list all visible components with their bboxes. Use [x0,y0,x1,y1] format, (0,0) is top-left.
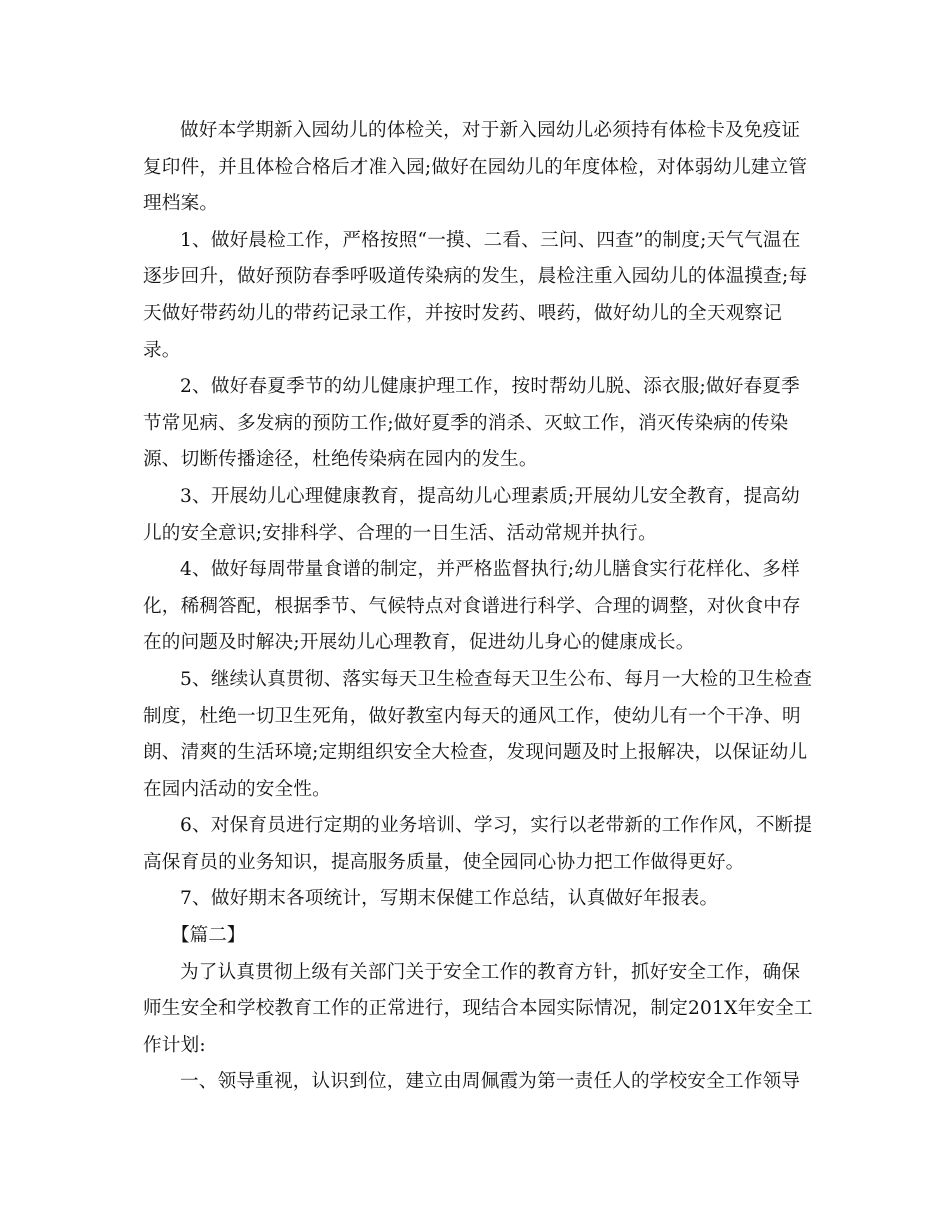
text-line: 一、领导重视，认识到位，建立由周佩霞为第一责任人的学校安全工作领导 [180,1071,801,1093]
text-line: 做好本学期新入园幼儿的体检关，对于新入园幼儿必须持有体检卡及免疫证 [180,120,801,141]
text-line: 在园内活动的安全性。 [143,778,331,800]
text-line: 5、继续认真贯彻、落实每天卫生检查每天卫生公布、每月一大检的卫生检查 [180,668,813,690]
paragraph-item-2 [143,369,805,479]
text-line: 天做好带药幼儿的带药记录工作，并按时发药、喂药，做好幼儿的全天观察记 [143,302,782,324]
text-line: 6、对保育员进行定期的业务培训、学习，实行以老带新的工作作风，不断提 [180,815,813,837]
paragraph-item-5 [143,662,813,808]
paragraph-freshman-health-check [143,113,808,223]
text-line: 4、做好每周带量食谱的制定，并严格监督执行;幼儿膳食实行花样化、多样 [180,559,800,581]
paragraph-item-1 [143,223,808,369]
text-line: 高保育员的业务知识，提高服务质量，使全园同心协力把工作做得更好。 [143,851,745,873]
text-line: 3、开展幼儿心理健康教育，提高幼儿心理素质;开展幼儿安全教育，提高幼 [180,485,800,507]
text-line: 源、切断传播途径，杜绝传染病在园内的发生。 [143,449,538,471]
text-line: 逐步回升，做好预防春季呼吸道传染病的发生，晨检注重入园幼儿的体温摸查;每 [143,266,808,288]
text-line: 作计划: [143,1034,206,1056]
paragraph-safety-item-1 [143,1064,805,1101]
paragraph-safety-plan-intro [143,955,813,1065]
text-line: 制度，杜绝一切卫生死角，做好教室内每天的通风工作，使幼儿有一个干净、明 [143,705,801,727]
text-line: 儿的安全意识;安排科学、合理的一日生活、活动常规并执行。 [143,522,657,544]
section-heading: 【篇二】 [171,925,246,947]
text-line: 在的问题及时解决;开展幼儿心理教育，促进幼儿身心的健康成长。 [143,632,695,654]
text-line: 师生安全和学校教育工作的正常进行，现结合本园实际情况，制定201X年安全工 [143,998,813,1020]
paragraph-item-6 [143,808,813,881]
text-line: 节常见病、多发病的预防工作;做好夏季的消杀、灭蚊工作，消灭传染病的传染 [143,412,789,434]
paragraph-item-3 [143,479,805,552]
text-line: 化，稀稠答配，根据季节、气候特点对食谱进行科学、合理的调整，对伙食中存 [143,595,801,617]
text-line: 为了认真贯彻上级有关部门关于安全工作的教育方针，抓好安全工作，确保 [180,961,801,983]
text-line: 录。 [143,339,181,361]
text-line: 1、做好晨检工作，严格按照“一摸、二看、三问、四查”的制度;天气气温在 [180,229,801,251]
text-line: 2、做好春夏季节的幼儿健康护理工作，按时帮幼儿脱、添衣服;做好春夏季 [180,376,800,398]
text-line: 理档案。 [143,193,219,215]
paragraph-item-7 [143,881,805,918]
text-line: 7、做好期末各项统计，写期末保健工作总结，认真做好年报表。 [180,888,719,910]
document-page [143,113,813,1101]
paragraph-item-4 [143,552,805,662]
text-line: 复印件，并且体检合格后才准入园;做好在园幼儿的年度体检，对体弱幼儿建立管 [143,156,808,178]
text-line: 朗、清爽的生活环境;定期组织安全大检查，发现问题及时上报解决，以保证幼儿 [143,742,808,764]
